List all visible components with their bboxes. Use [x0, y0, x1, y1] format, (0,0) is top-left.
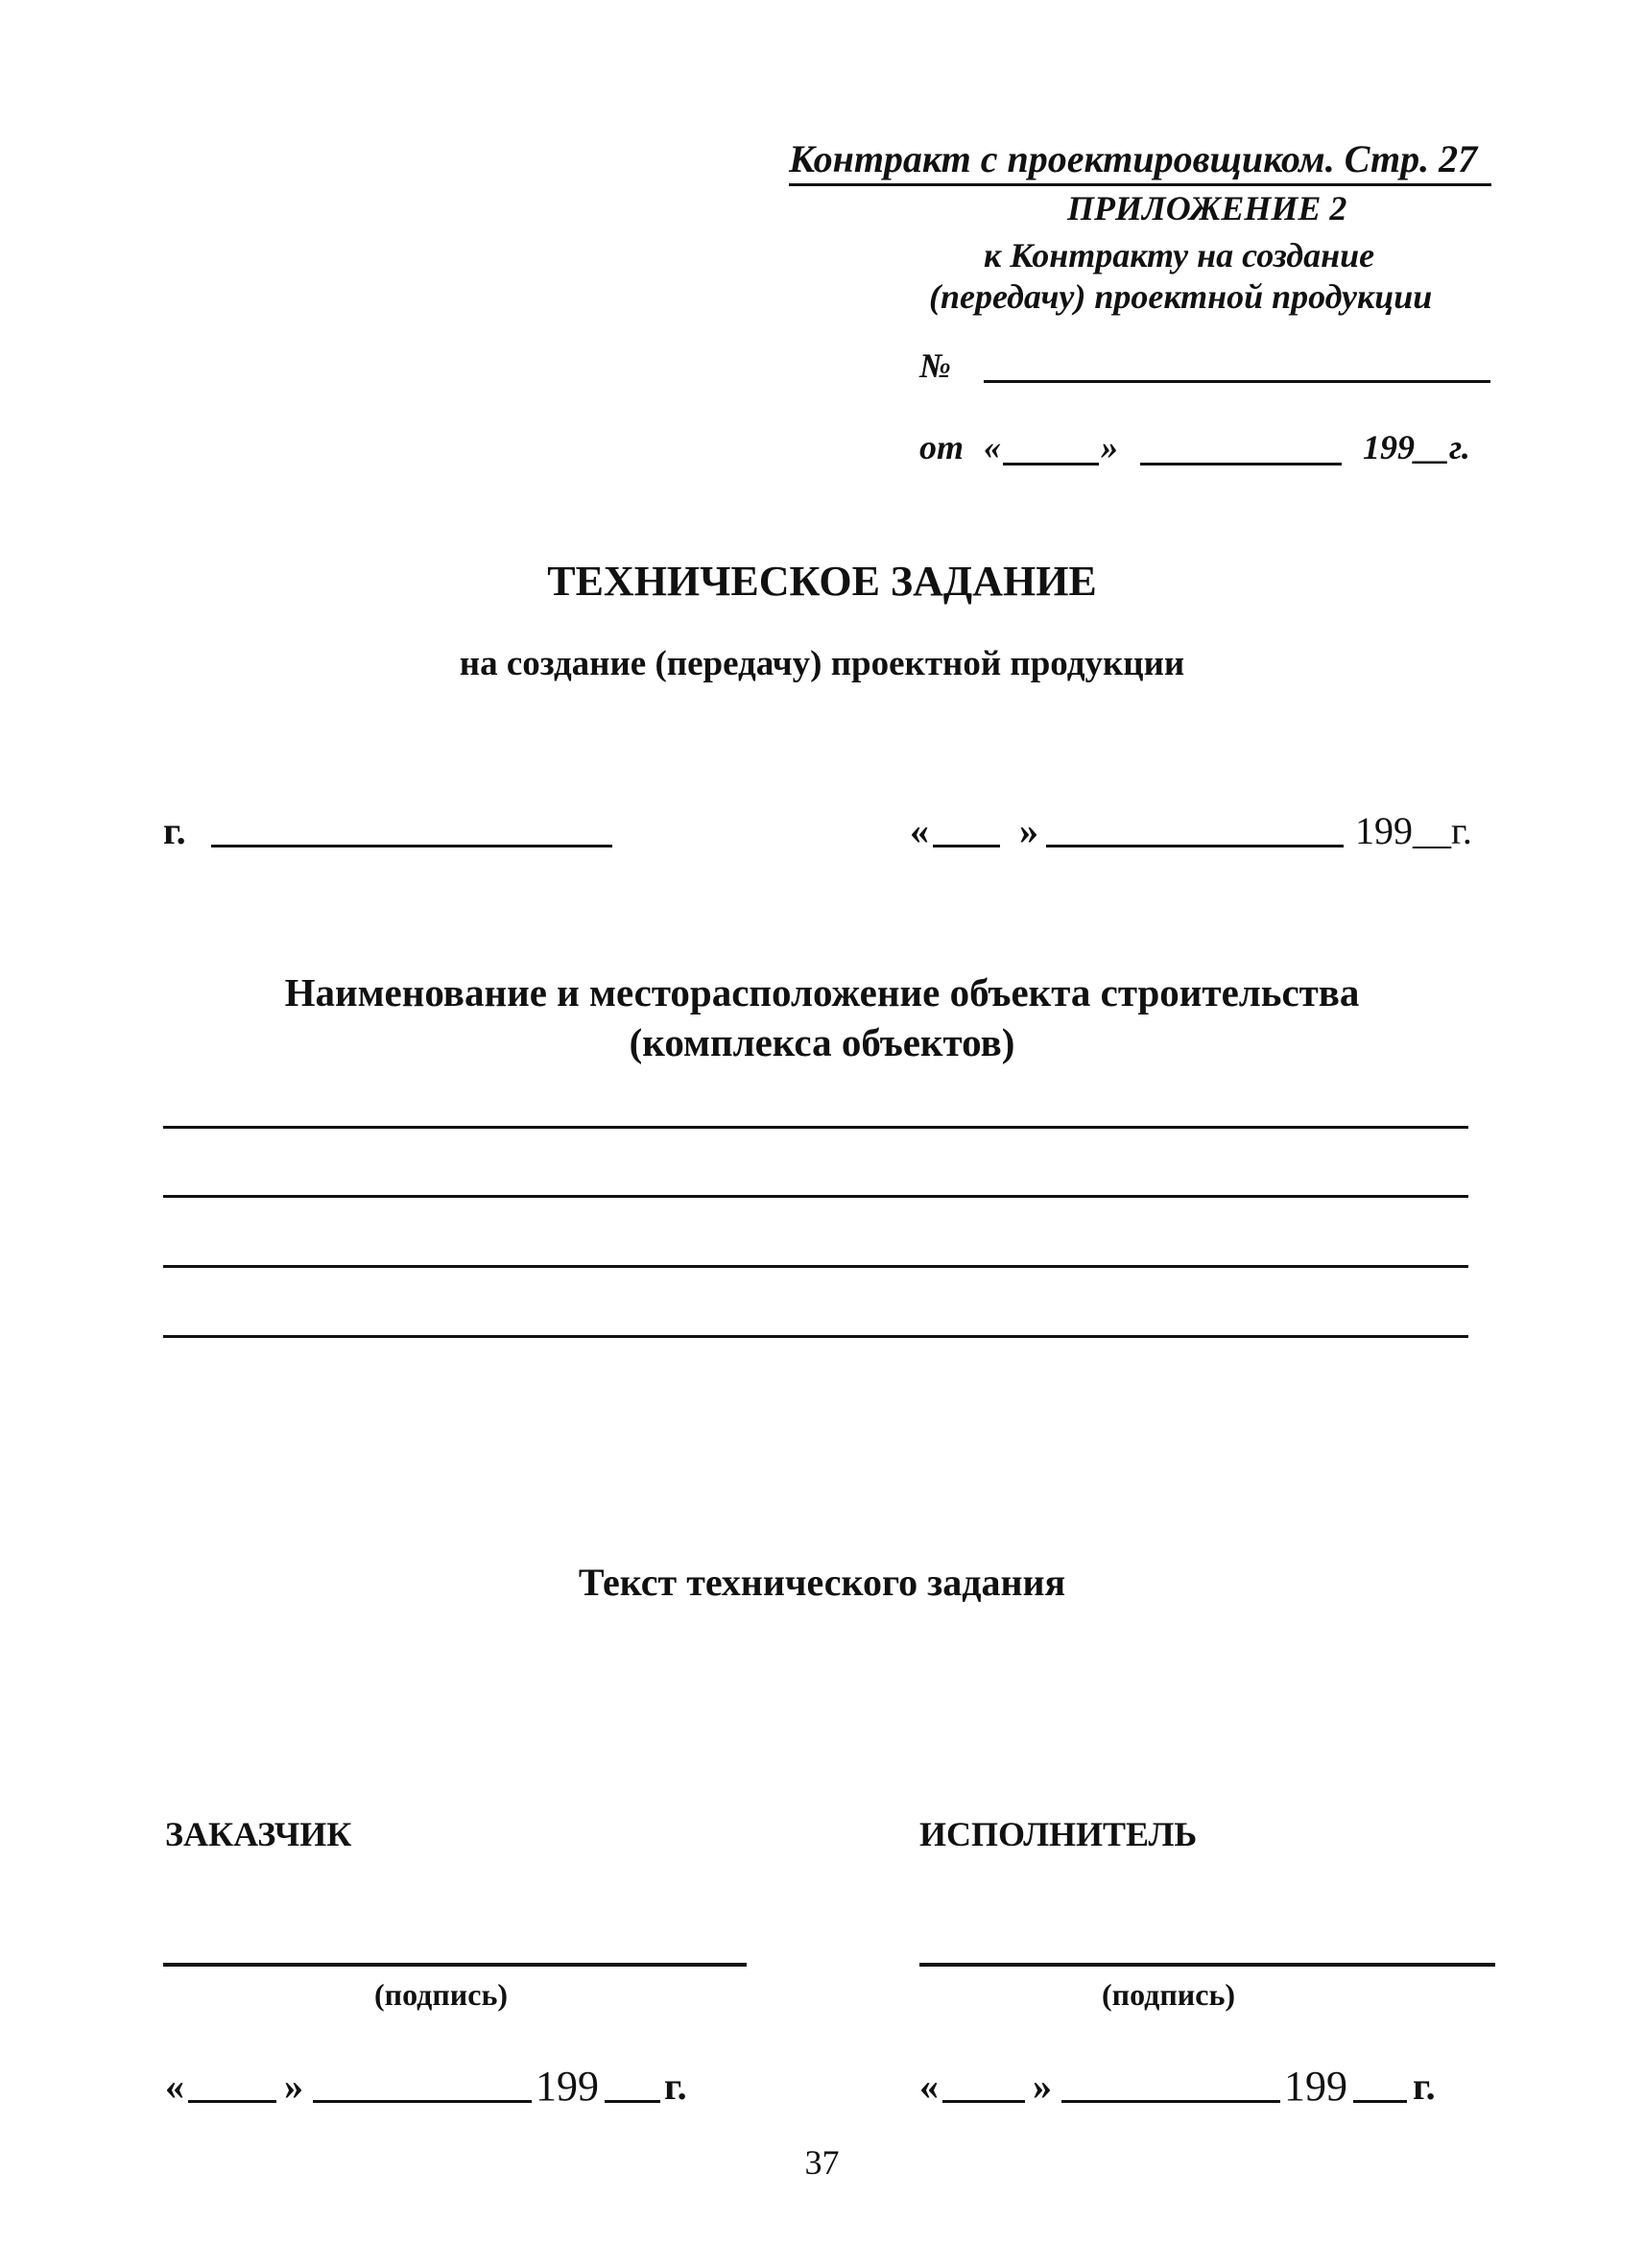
object-blank-line-3	[163, 1265, 1468, 1268]
contractor-year-blank	[1353, 2100, 1407, 2103]
customer-year-blank	[605, 2100, 660, 2103]
contractor-date-quote-close: »	[1033, 2065, 1052, 2108]
customer-date-quote-close: »	[284, 2065, 303, 2108]
sub-title: на создание (передачу) проектной продукции	[459, 644, 1185, 683]
object-heading-line1: Наименование и месторасположение объекта строительства	[284, 970, 1360, 1015]
contractor-signature-line	[919, 1963, 1495, 1967]
header-quote-close: »	[1101, 428, 1118, 466]
number-blank-line	[984, 380, 1490, 383]
customer-month-blank	[313, 2100, 532, 2103]
city-blank-line	[211, 845, 612, 848]
contractor-day-blank	[942, 2100, 1025, 2103]
number-label: №	[919, 346, 951, 385]
header-quote-open: «	[984, 428, 1001, 466]
contractor-date-quote-open: «	[919, 2065, 939, 2108]
main-title: ТЕХНИЧЕСКОЕ ЗАДАНИЕ	[547, 558, 1097, 605]
customer-day-blank	[188, 2100, 276, 2103]
object-blank-line-2	[163, 1195, 1468, 1198]
customer-role: ЗАКАЗЧИК	[165, 1815, 352, 1853]
running-title: Контракт с проектировщиком. Стр. 27	[789, 137, 1478, 180]
to-contract-label: к Контракту на создание	[984, 236, 1375, 275]
product-label: (передачу) проектной продукции	[929, 277, 1433, 316]
running-title-underline	[789, 183, 1491, 186]
object-blank-line-4	[163, 1335, 1468, 1338]
date-day-blank	[933, 845, 1000, 848]
date-quote-open: «	[910, 809, 929, 852]
body-heading: Текст технического задания	[578, 1561, 1066, 1604]
customer-signature-line	[163, 1963, 747, 1967]
date-quote-close: »	[1019, 809, 1038, 852]
object-blank-line-1	[163, 1126, 1468, 1129]
contractor-year: 199	[1284, 2063, 1347, 2110]
date-year: 199__г.	[1355, 809, 1472, 852]
customer-date-quote-open: «	[165, 2065, 184, 2108]
header-month-blank	[1140, 463, 1342, 466]
object-heading-line2: (комплекса объектов)	[629, 1020, 1015, 1064]
appendix-label: ПРИЛОЖЕНИЕ 2	[1067, 189, 1347, 227]
customer-signature-caption: (подпись)	[374, 1977, 509, 2012]
date-from-label: от	[919, 428, 965, 466]
customer-year: 199	[536, 2063, 599, 2110]
contractor-month-blank	[1061, 2100, 1280, 2103]
page-number: 37	[804, 2143, 840, 2182]
contractor-role: ИСПОЛНИТЕЛЬ	[919, 1815, 1198, 1853]
date-month-blank	[1046, 845, 1344, 848]
header-day-blank	[1003, 463, 1099, 466]
contractor-year-suffix: г.	[1413, 2065, 1436, 2108]
customer-year-suffix: г.	[664, 2065, 687, 2108]
contractor-signature-caption: (подпись)	[1102, 1977, 1236, 2012]
city-label: г.	[163, 809, 186, 852]
header-year: 199__г.	[1363, 428, 1470, 466]
